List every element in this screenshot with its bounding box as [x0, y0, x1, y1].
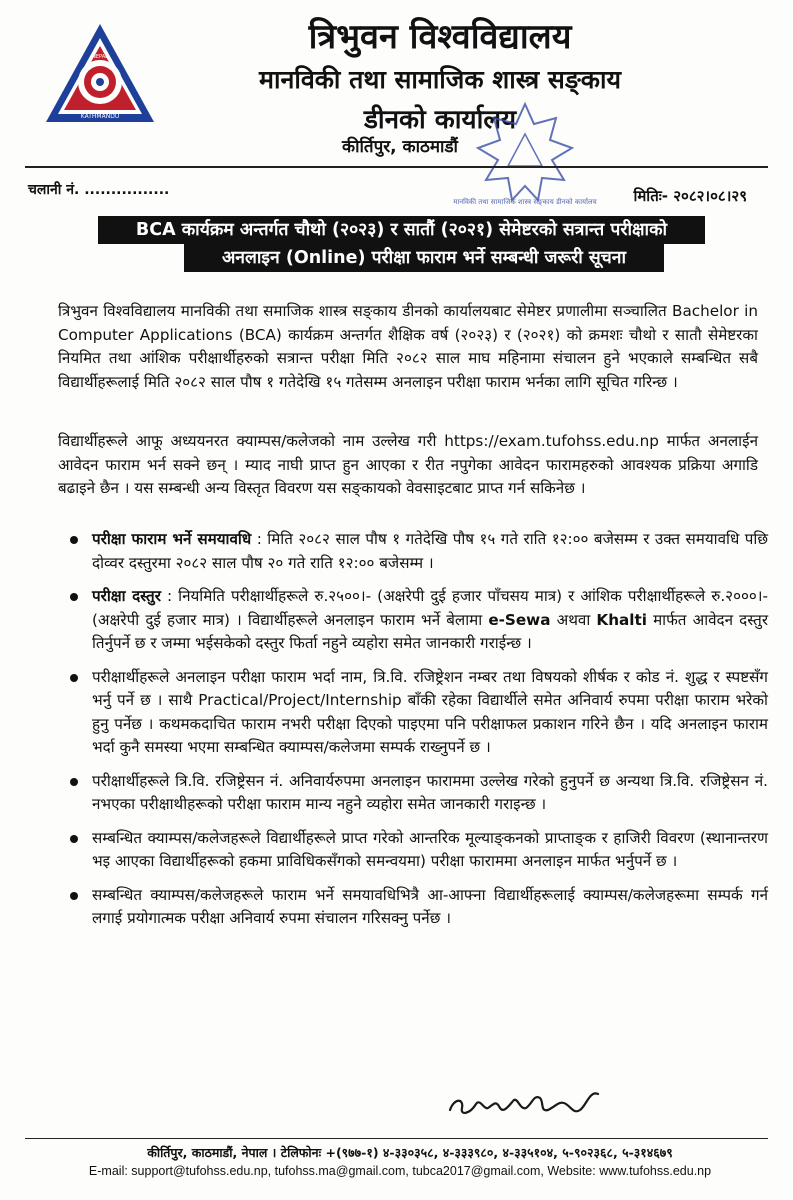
list-item	[58, 827, 768, 874]
faculty-name: मानविकी तथा सामाजिक शास्त्र सङ्‌काय	[259, 65, 621, 94]
logo-caption-top: KATHMANDU	[80, 113, 120, 120]
point-text-connector: अथवा	[556, 610, 591, 629]
point-label: परीक्षा दस्तुर	[92, 587, 161, 605]
footer-divider	[25, 1138, 768, 1139]
footer-email-website: E-mail: support@tufohss.edu.np, tufohss.ma@gmail.com, tubca2017@gmail.com, Website: www.tufohss.edu.np	[88, 1164, 712, 1178]
point-text-tail: मार्फत आवेदन दस्तुर तिर्नुपर्ने छ र जम्मा भईसकेको दस्तुर फिर्ता नहुने व्यहोरा समेत जानकारी गराईन्छ ।	[92, 610, 769, 652]
point-text: सम्बन्धित क्याम्पस/कलेजहरूले फाराम भर्ने समयावधिभित्रै आ-आफ्ना विद्यार्थीहरूलाई क्याम्पस/कलेजहरूमा सम्पर्क गर्न लगाई प्रयोगात्मक परीक्षा अनिवार्य रुपमा संचालन गरिसक्नु पर्नेछ ।	[92, 885, 768, 927]
header-divider	[25, 166, 768, 168]
footer-contact: कीर्तिपुर, काठमाडौं, नेपाल । टेलिफोनः +(९७७-१) ४-३३०३५८, ४-३३३९८०, ४-३३५१०४, ५-९०२३६८, ५-३१४६७९	[147, 1145, 673, 1160]
reference-number: चलानी नं. ................	[28, 182, 170, 198]
esewa-name: e-Sewa	[488, 610, 551, 629]
tribhuvan-university-logo	[40, 18, 160, 128]
office-stamp	[453, 100, 597, 210]
list-item	[58, 884, 768, 931]
intro-paragraph: त्रिभुवन विश्वविद्यालय मानविकी तथा समाजिक शास्त्र सङ्‌काय डीनको कार्यालयबाट सेमेष्टर प्रणालीमा सञ्चालित Bachelor in Computer Applications (BCA) कार्यक्रम अन्तर्गत शैक्षिक वर्ष (२०२३) र (२०२१) को क्रमशः चौथो र सातौ सेमेष्टरका नियमित तथा आंशिक परीक्षार्थीहरुको सत्रान्त परीक्षा मिति २०८२ साल माघ महिनामा संचालन हुने भएकाले सम्बन्धित सबै विद्यार्थीहरूलाई मिति २०८२ साल पौष १ गतेदेखि १५ गतेसम्म अनलाइन परीक्षा फाराम भर्नका लागि सूचित गरिन्छ ।	[58, 302, 758, 391]
point-text: : नियमिति परीक्षार्थीहरूले रु.२५००।- (अक्षरेपी दुई हजार पाँचसय मात्र) र आंशिक परीक्षार्थीहरूले रु.२०००।- (अक्षरेपी दुई हजार मात्र) । विद्यार्थीहरूले अनलाइन फाराम भर्ने बेलामा	[92, 587, 769, 629]
point-text: सम्बन्धित क्याम्पस/कलेजहरूले विद्यार्थीहरूले प्राप्त गरेको आन्तरिक मूल्याङ्‌कनको प्राप्ताङ्‌क र हाजिरी विवरण (स्थानान्तरण भइ आएका विद्यार्थीहरूको हकमा प्राविधिकसँगको समन्वयमा) परीक्षा फाराममा अनलाइन मार्फत भर्नुपर्ने छ ।	[92, 828, 768, 870]
stamp-text: मानविकी तथा सामाजिक शास्त्र सङ्‌काय डीनको कार्यालय	[453, 198, 597, 206]
logo-caption-bottom: NEPAL	[92, 54, 108, 60]
list-item	[58, 528, 768, 575]
instruction-paragraph: विद्यार्थीहरूले आफू अध्ययनरत क्याम्पस/कलेजको नाम उल्लेख गरी https://exam.tufohss.edu.np मार्फत अनलाईन आवेदन फाराम भर्न सक्ने छन् । म्याद नाघी प्राप्त हुन आएका र रीत नपुगेका आवेदन फारामहरुको आवश्यक प्रक्रिया अगाडि बढाइने छैन । यस सम्बन्धी अन्य विस्तृत विवरण यस सङ्‌कायको वेवसाइटबाट प्राप्त गर्न सकिनेछ ।	[58, 432, 758, 497]
list-item	[58, 770, 768, 817]
stamp-star-icon	[478, 104, 572, 200]
list-item	[58, 585, 768, 656]
notice-points-list	[58, 528, 768, 941]
list-item	[58, 666, 768, 760]
university-name: त्रिभुवन विश्वविद्यालय	[308, 17, 572, 57]
point-text: परीक्षार्थीहरूले अनलाइन परीक्षा फाराम भर्दा नाम, त्रि.वि. रजिष्ट्रेशन नम्बर तथा विषयको शीर्षक र कोड नं. शुद्ध र स्पष्टसँग भर्नु पर्ने छ । साथै Practical/Project/Internship बाँकी रहेका विद्यार्थीले समेत अनिवार्य रुपमा परीक्षा फाराम भरेको हुनु पर्नेछ । कथमकदाचित फाराम नभरी परीक्षा दिएको पाइएमा पनि परीक्षाफल प्रकाशन गरिने छैन । यदि अनलाइन फाराम भर्दा कुनै समस्या भएमा सम्बन्धित क्याम्पस/कलेजमा सम्पर्क राख्नुपर्ने छ ।	[92, 667, 768, 756]
point-text: परीक्षार्थीहरूले त्रि.वि. रजिष्ट्रेसन नं. अनिवार्यरुपमा अनलाइन फाराममा उल्लेख गरेको हुनुपर्ने छ अन्यथा त्रि.वि. रजिष्ट्रेसन नं. नभएका परीक्षाथीहरूको परीक्षा फाराम मान्य नहुने व्यहोरा समेत जानकारी गराइन्छ ।	[92, 771, 768, 813]
office-name: डीनको कार्यालय	[363, 105, 517, 135]
notice-date: मितिः- २०८२।०८।२९	[633, 187, 747, 205]
signature	[440, 1080, 610, 1124]
notice-title-line1: BCA कार्यक्रम अन्तर्गत चौथो (२०२३) र सातौं (२०२१) सेमेष्टरको सत्रान्त परीक्षाको	[98, 216, 705, 244]
point-label: परीक्षा फाराम भर्ने समयावधि	[92, 530, 252, 548]
khalti-name: Khalti	[596, 610, 647, 629]
office-location: कीर्तिपुर, काठमाडौं	[342, 137, 458, 157]
notice-title-line2: अनलाइन (Online) परीक्षा फाराम भर्ने सम्बन्धी जरूरी सूचना	[184, 244, 664, 272]
point-text: : मिति २०८२ साल पौष १ गतेदेखि पौष १५ गते राति १२:०० बजेसम्म र उक्त समयावधि पछि दोव्वर दस्तुरमा २०८२ साल पौष २० गते राति १२:०० बजेसम्म ।	[92, 530, 768, 572]
